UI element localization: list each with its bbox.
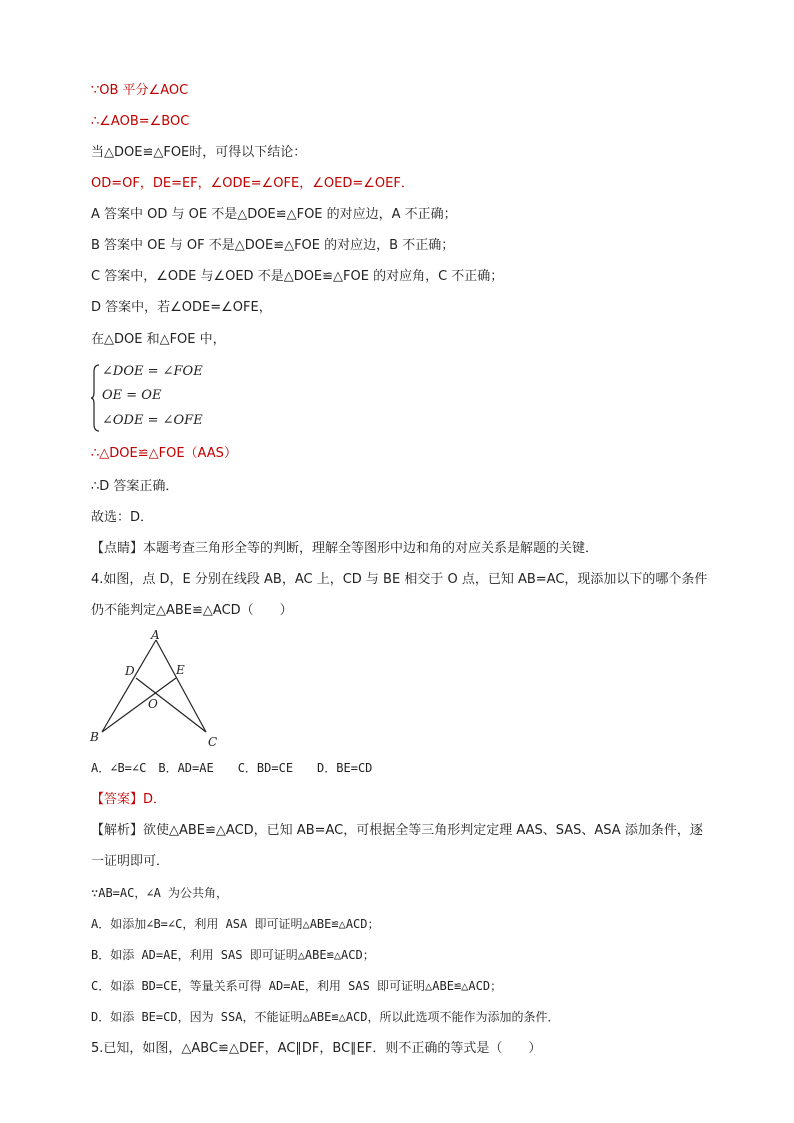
line-in-triangles: 在△DOE 和△FOE 中， [91, 332, 226, 347]
line-answer-b: B 答案中 OE 与 OF 不是△DOE≌△FOE 的对应边，B 不正确； [91, 238, 455, 253]
system-line-3: ∠ODE = ∠OFE [102, 413, 203, 428]
q4-analysis-b: B．如添 AD=AE，利用 SAS 即可证明△ABE≌△ACD； [91, 948, 375, 962]
system-line-1: ∠DOE = ∠FOE [102, 364, 203, 379]
q4-analysis-a: A．如添加∠B=∠C，利用 ASA 即可证明△ABE≌△ACD； [91, 917, 380, 931]
label-c: C [208, 735, 218, 749]
line-key-point: 【点睛】本题考查三角形全等的判断，理解全等图形中边和角的对应关系是解题的关键． [91, 541, 599, 556]
label-o: O [148, 697, 158, 711]
line-angle-equal: ∴∠AOB=∠BOC [91, 114, 190, 129]
line-answer-c: C 答案中，∠ODE 与∠OED 不是△DOE≌△FOE 的对应角，C 不正确； [91, 269, 504, 284]
line-choose-d: 故选：D． [91, 510, 154, 525]
triangle-figure [88, 628, 228, 750]
line-answer-d: D 答案中，若∠ODE=∠OFE， [91, 300, 272, 315]
q4-options: A．∠B=∠C B．AD=AE C．BD=CE D．BE=CD [91, 761, 373, 775]
q5-stem: 5.已知，如图，△ABC≌△DEF，AC∥DF，BC∥EF．则不正确的等式是（ ） [91, 1041, 542, 1056]
label-b: B [90, 730, 99, 744]
q4-analysis-1: 【解析】欲使△ABE≌△ACD，已知 AB=AC，可根据全等三角形判定定理 AAS、SAS、ASA 添加条件，逐 [91, 823, 703, 838]
line-answer-a: A 答案中 OD 与 OE 不是△DOE≌△FOE 的对应边，A 不正确； [91, 207, 457, 222]
label-e: E [176, 663, 185, 677]
q4-analysis-d: D．如添 BE=CD，因为 SSA，不能证明△ABE≌△ACD，所以此选项不能作为添加的条件． [91, 1010, 560, 1024]
q4-stem-2: 仍不能判定△ABE≌△ACD（ ） [91, 603, 293, 618]
line-d-correct: ∴D 答案正确． [91, 479, 179, 494]
line-when-congruent: 当△DOE≌△FOE时，可得以下结论： [91, 145, 307, 160]
segment-cd [136, 678, 206, 732]
q4-answer: 【答案】D． [91, 792, 167, 807]
line-therefore-congruent: ∴△DOE≌△FOE（AAS） [91, 446, 237, 461]
label-a: A [151, 628, 160, 642]
line-ob-bisects: ∵OB 平分∠AOC [91, 83, 189, 98]
line-conclusions: OD=OF，DE=EF，∠ODE=∠OFE，∠OED=∠OEF． [91, 176, 414, 191]
system-line-2: OE = OE [102, 388, 162, 403]
label-d: D [125, 664, 135, 678]
brace-icon [90, 364, 100, 432]
q4-analysis-2: 一证明即可． [91, 854, 170, 869]
segment-be [102, 678, 176, 732]
segment-ab [102, 640, 156, 732]
q4-analysis-3: ∵AB=AC，∠A 为公共角， [91, 886, 229, 900]
q4-stem-1: 4.如图，点 D，E 分别在线段 AB，AC 上，CD 与 BE 相交于 O 点，已知 AB=AC，现添加以下的哪个条件 [91, 572, 708, 587]
q4-analysis-c: C．如添 BD=CE，等量关系可得 AD=AE，利用 SAS 即可证明△ABE≌△ACD； [91, 979, 503, 993]
segment-ac [156, 640, 206, 732]
